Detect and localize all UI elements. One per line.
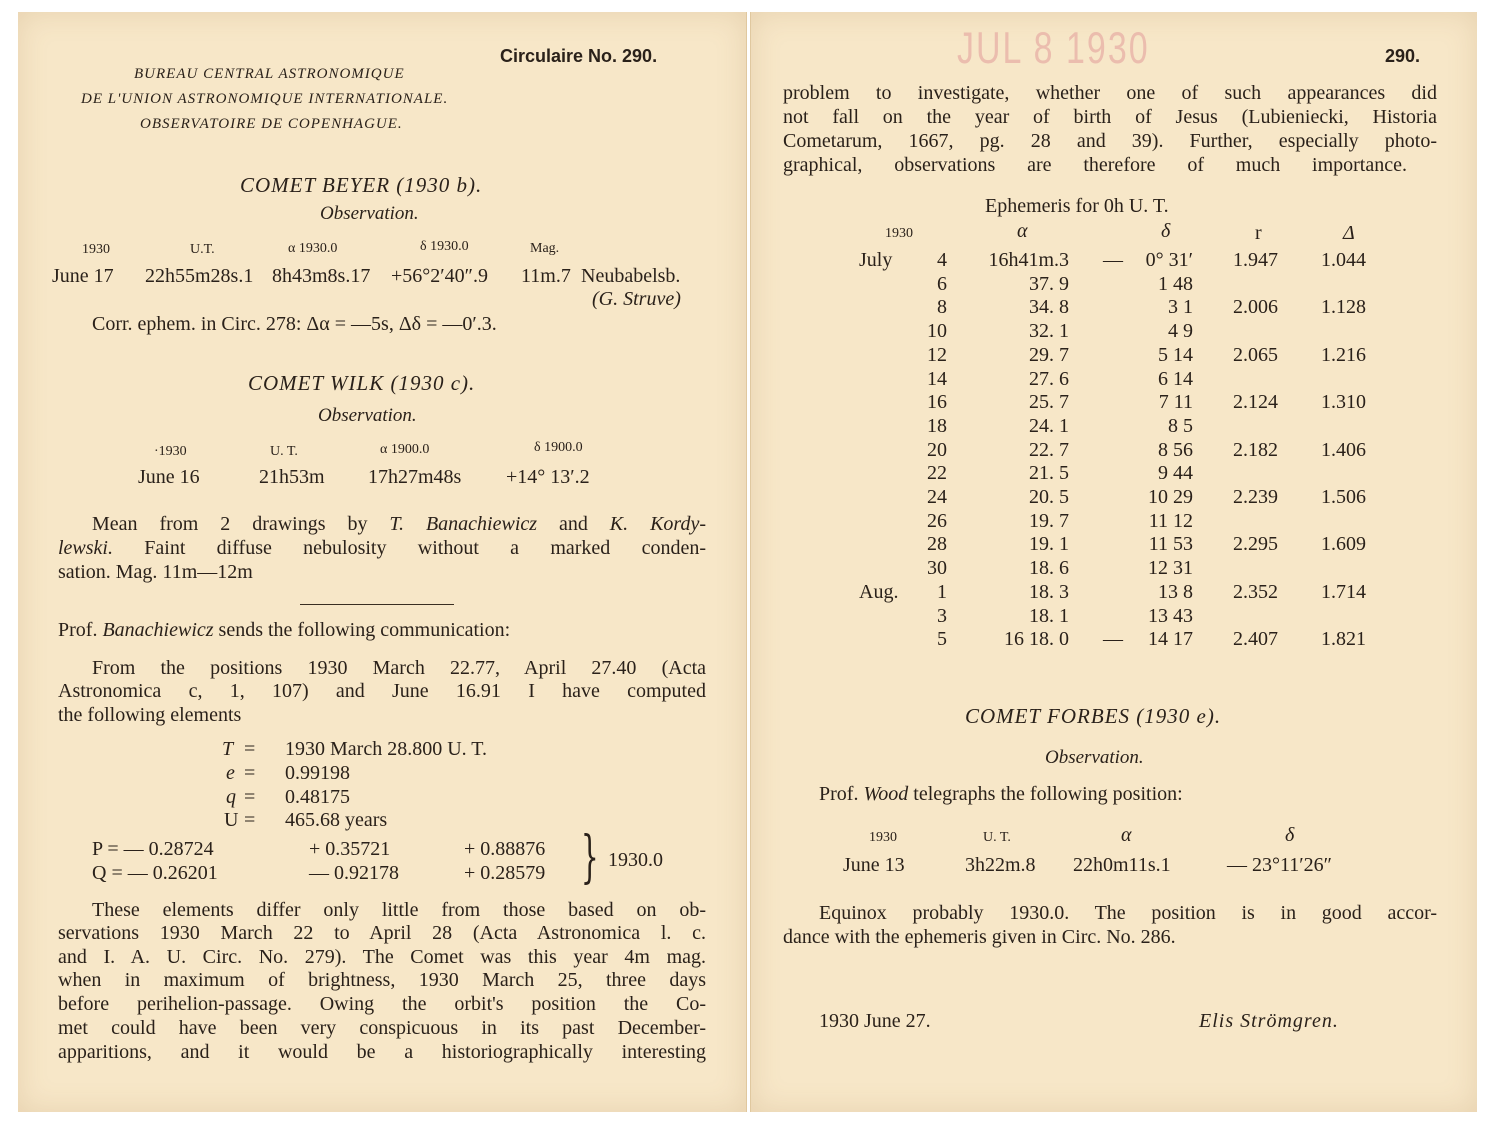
ephemeris-day: 22 (927, 462, 947, 484)
ephemeris-Delta: 1.044 (1321, 249, 1366, 271)
beyer-head-ut: U.T. (190, 242, 215, 257)
ephemeris-day: 12 (927, 344, 947, 366)
ephemeris-month: Aug. (859, 581, 899, 603)
beyer-observer: (G. Struve) (592, 288, 681, 310)
ephemeris-month: July (859, 249, 893, 271)
from-para-line-3: the following elements (58, 704, 242, 726)
ephemeris-delta: 0° 31′ (1145, 249, 1193, 271)
ephemeris-row (751, 415, 1477, 439)
ephemeris-Delta: 1.714 (1321, 581, 1366, 603)
element-T-symbol: T (222, 738, 234, 760)
ephemeris-day: 5 (937, 628, 947, 650)
forbes-para-line-2: dance with the ephemeris given in Circ. No. 286. (783, 926, 1176, 948)
ephemeris-delta-sign: — (1103, 628, 1123, 650)
ephemeris-alpha: 25. 7 (1029, 391, 1069, 413)
ephemeris-alpha: 19. 7 (1029, 510, 1069, 532)
ephemeris-delta: 4 9 (1168, 320, 1193, 342)
element-epoch: 1930.0 (608, 849, 663, 871)
closing-para-line-5: before perihelion-passage. Owing the orbit's position the Co- (58, 993, 706, 1015)
ephemeris-day: 30 (927, 557, 947, 579)
ephemeris-alpha: 18. 1 (1029, 605, 1069, 627)
ephemeris-delta: 13 8 (1158, 581, 1193, 603)
ephemeris-delta: 9 44 (1158, 462, 1193, 484)
ephemeris-day: 26 (927, 510, 947, 532)
beyer-title: COMET BEYER (1930 b). (240, 173, 483, 197)
forbes-para-line-1: Equinox probably 1930.0. The position is in good accor- (819, 902, 1437, 924)
ephemeris-Delta: 1.506 (1321, 486, 1366, 508)
ephemeris-day: 8 (937, 296, 947, 318)
ephemeris-day: 24 (927, 486, 947, 508)
beyer-head-alpha: α 1930.0 (288, 241, 338, 256)
forbes-delta: — 23°11′26″ (1227, 854, 1332, 876)
ephemeris-r: 2.182 (1233, 439, 1278, 461)
element-q-value: 0.48175 (285, 786, 350, 808)
ephemeris-alpha: 22. 7 (1029, 439, 1069, 461)
ephemeris-r: 2.295 (1233, 533, 1278, 555)
beyer-delta: +56°2′40″.9 (391, 265, 488, 287)
ephemeris-row (751, 605, 1477, 629)
ephemeris-delta: 6 14 (1158, 368, 1193, 390)
cont-para-line-3: Cometarum, 1667, pg. 28 and 39). Further, especially photo- (783, 130, 1437, 152)
ephemeris-delta: 11 12 (1148, 510, 1193, 532)
element-e-value: 0.99198 (285, 762, 350, 784)
ephemeris-head-alpha: α (1017, 220, 1028, 242)
wilk-alpha: 17h27m48s (368, 466, 462, 488)
ephemeris-alpha: 16 18. 0 (1004, 628, 1069, 650)
date-line: 1930 June 27. (819, 1010, 931, 1032)
closing-para-line-4: when in maximum of brightness, 1930 March 25, three days (58, 969, 706, 991)
wilk-delta: +14° 13′.2 (506, 466, 590, 488)
from-para-line-2: Astronomica c, 1, 107) and June 16.91 I have computed (58, 680, 706, 702)
ephemeris-day: 28 (927, 533, 947, 555)
ephemeris-alpha: 19. 1 (1029, 533, 1069, 555)
ephemeris-alpha: 29. 7 (1029, 344, 1069, 366)
element-P-right: + 0.88876 (464, 838, 546, 860)
ephemeris-head-Delta: Δ (1343, 222, 1355, 244)
forbes-head-ut: U. T. (983, 830, 1011, 845)
ephemeris-delta: 10 29 (1148, 486, 1193, 508)
element-U-value: 465.68 years (285, 809, 388, 831)
beyer-ut: 22h55m28s.1 (145, 265, 254, 287)
ephemeris-day: 1 (937, 581, 947, 603)
wilk-head-delta: δ 1900.0 (534, 440, 583, 455)
element-U-symbol: U (224, 809, 239, 831)
element-q-symbol: q (226, 786, 236, 808)
ephemeris-alpha: 37. 9 (1029, 273, 1069, 295)
ephemeris-Delta: 1.821 (1321, 628, 1366, 650)
ephemeris-row (751, 581, 1477, 605)
wilk-para-line-1: Mean from 2 drawings by T. Banachiewicz and K. Kordy- (92, 513, 706, 535)
communication-intro: Prof. Banachiewicz sends the following communication: (58, 619, 511, 641)
ephemeris-delta: 7 11 (1158, 391, 1193, 413)
forbes-date: June 13 (843, 854, 905, 876)
element-T-value: 1930 March 28.800 U. T. (285, 738, 488, 760)
ephemeris-r: 2.352 (1233, 581, 1278, 603)
bureau-line-3: OBSERVATOIRE DE COPENHAGUE. (140, 116, 403, 132)
ephemeris-r: 2.407 (1233, 628, 1278, 650)
ephemeris-row (751, 344, 1477, 368)
ephemeris-Delta: 1.609 (1321, 533, 1366, 555)
signature: Elis Strömgren. (1199, 1010, 1339, 1032)
ephemeris-Delta: 1.310 (1321, 391, 1366, 413)
bureau-line-2: DE L'UNION ASTRONOMIQUE INTERNATIONALE. (81, 91, 449, 107)
left-page: Circulaire No. 290. BUREAU CENTRAL ASTRONOMIQUE DE L'UNION ASTRONOMIQUE INTERNATIONALE. OBSERVATOIRE DE COPENHAGUE. COMET BEYER (1930 b). Observation. 1930 U.T. α 1930.0 δ 1930.0 Mag. June 17 22h55m28s.1 8h43m8s.17 +56°2′40″.9 11m.7 Neubabelsb. (G. Struve) Corr. ephem. in Circ. 278: Δα = —5s, Δδ = —0′.3. COMET WILK (1930 c). Observation. ·1930 U. T. α 1900.0 δ 1900.0 June 16 21h53m 17h27m48s +14° 13′.2 Mean from 2 drawings by T. Banachiewicz and K. Kordy- lewski. Faint diffuse nebulosity without a marked conden- sation. Mag. 11m—12m Prof. Banachiewicz sends the following communication: From the positions 1930 March 22.77, April 27.40 (Acta Astronomica c, 1, 107) and June 16.91 I have computed the following elements T = 1930 March 28.800 U. T. e = 0.99198 q = 0.48175 U = 465.68 years P = — 0.28724 + 0.35721 + 0.88876 Q = — 0.26201 — 0.92178 + 0.28579 } 1930.0 These elements differ only little from those based on ob- servations 1930 March 22 to April 28 (Acta Astronomica l. c. and I. A. U. Circ. No. 279). The Comet was this year 4m mag. when in maximum of brightness, 1930 March 25, three days before perihelion-passage. Owing the orbit's position the Co- met could have been very conspicuous in its past December- apparitions, and it would be a historiographically interesting (18, 12, 747, 1112)
closing-para-line-7: apparitions, and it would be a historiographically interesting (58, 1041, 706, 1063)
element-Q-right: + 0.28579 (464, 862, 546, 884)
wilk-subtitle: Observation. (318, 405, 417, 426)
beyer-head-mag: Mag. (530, 241, 560, 256)
cont-para-line-1: problem to investigate, whether one of such appearances did (783, 82, 1437, 104)
wilk-date: June 16 (138, 466, 200, 488)
ephemeris-alpha: 20. 5 (1029, 486, 1069, 508)
ephemeris-row (751, 391, 1477, 415)
brace-icon: } (580, 825, 599, 890)
ephemeris-row (751, 486, 1477, 510)
cont-para-line-2: not fall on the year of birth of Jesus (Lubieniecki, Historia (783, 106, 1437, 128)
ephemeris-delta: 8 56 (1158, 439, 1193, 461)
forbes-subtitle: Observation. (1045, 747, 1144, 768)
ephemeris-delta: 14 17 (1148, 628, 1193, 650)
wilk-head-alpha: α 1900.0 (380, 442, 430, 457)
circular-number: Circulaire No. 290. (500, 46, 658, 66)
closing-para-line-3: and I. A. U. Circ. No. 279). The Comet was this year 4m mag. (58, 946, 706, 968)
beyer-head-year: 1930 (82, 242, 110, 257)
ephemeris-row (751, 533, 1477, 557)
beyer-date: June 17 (52, 265, 114, 287)
element-P-lhs: P = — 0.28724 (92, 838, 214, 860)
ephemeris-head-delta: δ (1161, 220, 1171, 242)
beyer-correction: Corr. ephem. in Circ. 278: Δα = —5s, Δδ = —0′.3. (92, 313, 497, 335)
ephemeris-delta: 11 53 (1148, 533, 1193, 555)
element-e-symbol: e (226, 762, 235, 784)
ephemeris-r: 1.947 (1233, 249, 1278, 271)
date-stamp: JUL 8 1930 (957, 24, 1150, 74)
ephemeris-r: 2.065 (1233, 344, 1278, 366)
wilk-para-line-3: sation. Mag. 11m—12m (58, 561, 253, 583)
ephemeris-row (751, 368, 1477, 392)
ephemeris-day: 18 (927, 415, 947, 437)
beyer-subtitle: Observation. (320, 203, 419, 224)
beyer-alpha: 8h43m8s.17 (272, 265, 371, 287)
ephemeris-Delta: 1.128 (1321, 296, 1366, 318)
ephemeris-alpha: 34. 8 (1029, 296, 1069, 318)
ephemeris-delta: 8 5 (1168, 415, 1193, 437)
ephemeris-row (751, 439, 1477, 463)
wilk-para-line-2: lewski. Faint diffuse nebulosity without a marked conden- (58, 537, 706, 559)
ephemeris-day: 16 (927, 391, 947, 413)
beyer-mag: 11m.7 (521, 265, 571, 287)
closing-para-line-6: met could have been very conspicuous in its past December- (58, 1017, 706, 1039)
forbes-title: COMET FORBES (1930 e). (965, 704, 1222, 728)
ephemeris-day: 6 (937, 273, 947, 295)
wilk-ut: 21h53m (259, 466, 325, 488)
section-divider (300, 604, 454, 605)
beyer-head-delta: δ 1930.0 (420, 239, 469, 254)
ephemeris-title: Ephemeris for 0h U. T. (985, 195, 1169, 217)
ephemeris-head-year: 1930 (885, 226, 913, 241)
ephemeris-r: 2.006 (1233, 296, 1278, 318)
ephemeris-alpha: 32. 1 (1029, 320, 1069, 342)
forbes-head-delta: δ (1285, 824, 1295, 846)
ephemeris-day: 10 (927, 320, 947, 342)
ephemeris-delta: 1 48 (1158, 273, 1193, 295)
ephemeris-delta: 12 31 (1148, 557, 1193, 579)
right-page (750, 12, 1477, 1112)
ephemeris-row (751, 510, 1477, 534)
ephemeris-alpha: 16h41m.3 (988, 249, 1069, 271)
ephemeris-alpha: 18. 6 (1029, 557, 1069, 579)
ephemeris-day: 4 (937, 249, 947, 271)
element-Q-middle: — 0.92178 (309, 862, 399, 884)
forbes-alpha: 22h0m11s.1 (1073, 854, 1171, 876)
ephemeris-row (751, 296, 1477, 320)
bureau-line-1: BUREAU CENTRAL ASTRONOMIQUE (134, 66, 405, 82)
ephemeris-alpha: 24. 1 (1029, 415, 1069, 437)
wilk-head-ut: U. T. (270, 444, 298, 459)
forbes-ut: 3h22m.8 (965, 854, 1036, 876)
ephemeris-row (751, 249, 1477, 273)
ephemeris-alpha: 27. 6 (1029, 368, 1069, 390)
forbes-intro: Prof. Wood telegraphs the following position: (819, 783, 1183, 805)
ephemeris-alpha: 18. 3 (1029, 581, 1069, 603)
ephemeris-r: 2.239 (1233, 486, 1278, 508)
wilk-head-year: ·1930 (154, 444, 187, 459)
ephemeris-delta: 13 43 (1148, 605, 1193, 627)
closing-para-line-2: servations 1930 March 22 to April 28 (Acta Astronomica l. c. (58, 922, 706, 944)
ephemeris-row (751, 462, 1477, 486)
beyer-observatory: Neubabelsb. (581, 265, 681, 287)
ephemeris-Delta: 1.406 (1321, 439, 1366, 461)
page-number: 290. (1385, 46, 1421, 66)
from-para-line-1: From the positions 1930 March 22.77, April 27.40 (Acta (92, 657, 706, 679)
ephemeris-Delta: 1.216 (1321, 344, 1366, 366)
ephemeris-day: 20 (927, 439, 947, 461)
ephemeris-alpha: 21. 5 (1029, 462, 1069, 484)
ephemeris-delta: 5 14 (1158, 344, 1193, 366)
forbes-head-alpha: α (1121, 824, 1132, 846)
ephemeris-r: 2.124 (1233, 391, 1278, 413)
element-Q-lhs: Q = — 0.26201 (92, 862, 218, 884)
closing-para-line-1: These elements differ only little from those based on ob- (92, 899, 706, 921)
element-P-middle: + 0.35721 (309, 838, 391, 860)
ephemeris-day: 3 (937, 605, 947, 627)
cont-para-line-4: graphical, observations are therefore of much importance. (783, 154, 1407, 176)
ephemeris-delta: 3 1 (1168, 296, 1193, 318)
ephemeris-row (751, 273, 1477, 297)
forbes-head-year: 1930 (869, 830, 897, 845)
ephemeris-row (751, 320, 1477, 344)
ephemeris-head-r: r (1255, 222, 1262, 244)
ephemeris-delta-sign: — (1103, 249, 1123, 271)
wilk-title: COMET WILK (1930 c). (248, 371, 476, 395)
ephemeris-row (751, 628, 1477, 652)
ephemeris-row (751, 557, 1477, 581)
ephemeris-day: 14 (927, 368, 947, 390)
